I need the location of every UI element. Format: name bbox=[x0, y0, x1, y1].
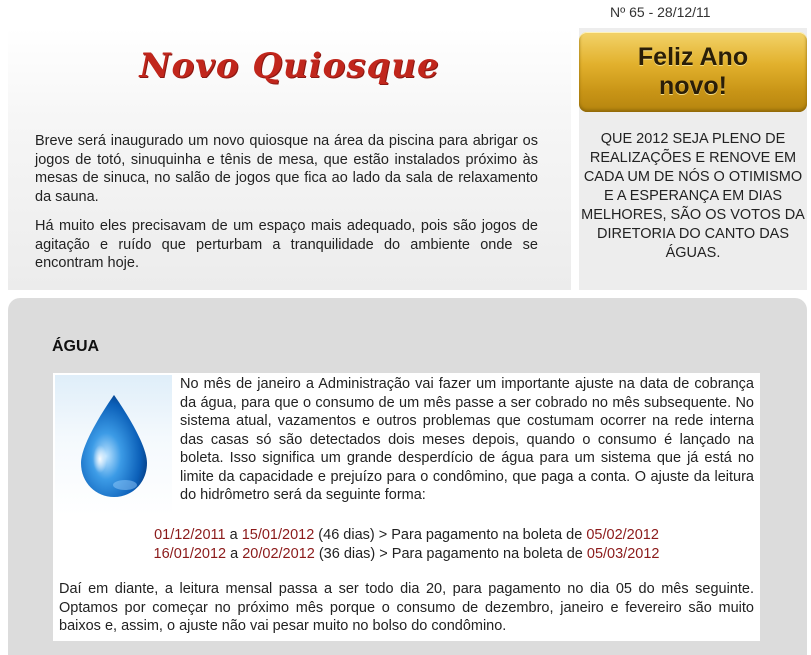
water-paragraph-1: No mês de janeiro a Administração vai fazer um importante ajuste na data de cobrança da água, para que o consumo de um mês passe a ser cobrado no mês subsequente. No sistema atual, vazamentos e outros problemas que costumam ocorrer na rede interna das casas só são detectados dois meses depois, quando o consumo é lançado na boleta. Isso significa um grande desperdício de água para um sistema que já está no limite da capacidade e prejuízo para o condômino, que paga a conta. O ajuste da leitura do hidrômetro será da seguinte forma: bbox=[180, 376, 754, 503]
schedule-start-date: 01/12/2011 bbox=[154, 527, 226, 543]
schedule-start-date: 16/01/2012 bbox=[153, 545, 227, 562]
issue-number: Nº 65 - 28/12/11 bbox=[610, 4, 711, 20]
schedule-end-date: 15/01/2012 bbox=[241, 527, 315, 543]
new-year-message: QUE 2012 SEJA PLENO DE REALIZAÇÕES E RENOVE EM CADA UM DE NÓS O OTIMISMO E A ESPERANÇA EM DIAS MELHORES, SÃO OS VOTOS DA DIRETORIA DO CANTO DAS ÁGUAS. bbox=[581, 131, 805, 261]
kiosk-paragraph: Há muito eles precisavam de um espaço mais adequado, pois são jogos de agitação e ruído que perturbam a tranquilidade do ambiente onde se encontram hoje. bbox=[35, 218, 538, 271]
kiosk-text bbox=[35, 132, 538, 284]
schedule-payment-date: 05/02/2012 bbox=[586, 527, 659, 543]
schedule-days: (36 dias) > Para pagamento na boleta de bbox=[314, 545, 587, 562]
schedule-days: (46 dias) > Para pagamento na boleta de bbox=[314, 527, 587, 543]
new-year-panel bbox=[579, 28, 807, 290]
schedule-separator: a bbox=[226, 545, 243, 562]
water-content bbox=[53, 373, 760, 641]
new-year-badge bbox=[579, 32, 807, 112]
schedule-separator: a bbox=[225, 527, 242, 543]
schedule-row bbox=[53, 545, 760, 564]
water-drop-image bbox=[55, 375, 172, 515]
water-drop-icon bbox=[75, 393, 153, 499]
water-paragraph-2: Daí em diante, a leitura mensal passa a ser todo dia 20, para pagamento no dia 05 do mês seguinte. Optamos por começar no próximo mês porque o consumo de dezembro, janeiro e fevereiro são muito baixos e, assim, o ajuste não vai pesar muito no bolso do condômino. bbox=[59, 581, 754, 634]
new-kiosk-panel bbox=[8, 28, 571, 290]
kiosk-paragraph: Breve será inaugurado um novo quiosque na área da piscina para abrigar os jogos de totó, sinuquinha e tênis de mesa, que estão instalados próximo às mesas de sinuca, no salão de jogos que fica ao lado da sala de relaxamento da sauna. bbox=[35, 133, 538, 205]
water-heading: ÁGUA bbox=[52, 338, 100, 355]
kiosk-title: Novo Quiosque bbox=[139, 46, 440, 86]
schedule-row bbox=[53, 526, 760, 545]
reading-schedule bbox=[53, 526, 760, 563]
water-section bbox=[8, 298, 807, 655]
badge-label: Feliz Ano novo! bbox=[637, 43, 749, 100]
schedule-payment-date: 05/03/2012 bbox=[586, 545, 660, 562]
schedule-end-date: 20/02/2012 bbox=[242, 545, 315, 562]
